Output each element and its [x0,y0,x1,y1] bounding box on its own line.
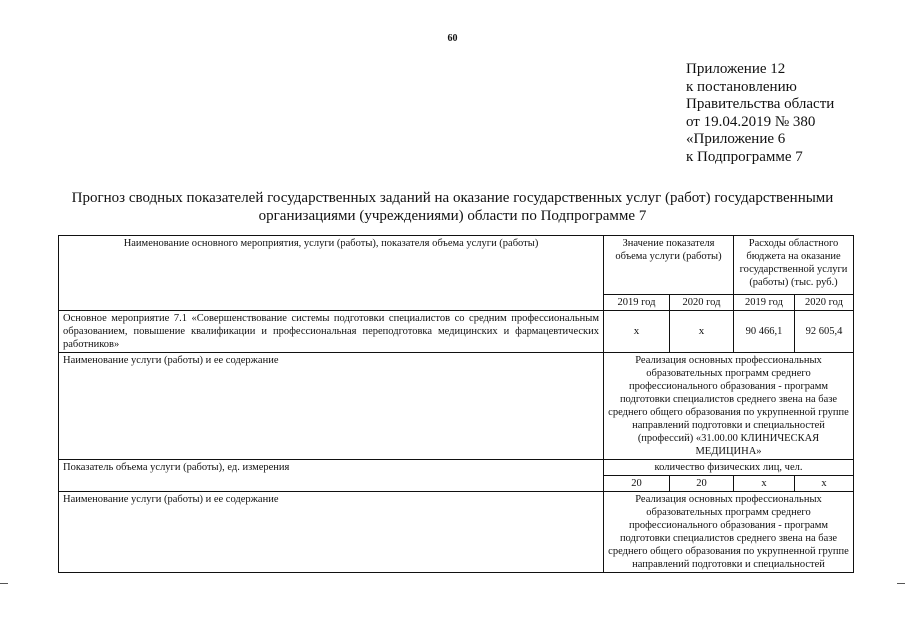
appendix-line: Приложение 12 [686,61,786,77]
measure-value: х [604,311,670,353]
page-number: 60 [447,33,458,44]
indicator-unit: количество физических лиц, чел. [604,460,854,476]
year-cell: 2020 год [795,295,854,311]
table-row-measure [59,311,854,353]
service-label: Наименование услуги (работы) и ее содержание [59,492,604,573]
year-cell: 2019 год [604,295,670,311]
table-row-indicator-unit [59,460,854,476]
appendix-line: к постановлению [686,78,797,95]
indicator-label: Показатель объема услуги (работы), ед. измерения [59,460,604,492]
appendix-block [686,61,834,166]
header-budget-column: Расходы областного бюджета на оказание государственной услуги (работы) (тыс. руб.) [734,236,854,295]
service-label: Наименование услуги (работы) и ее содержание [59,353,604,460]
document-title: Прогноз сводных показателей государственных заданий на оказание государственных услуг (работ) государственными организациями (учреждениями) области по Подпрограмме 7 [71,190,834,224]
scan-edge-mark [897,583,905,584]
table-row-service [59,353,854,460]
indicator-value: х [795,476,854,492]
header-volume-column: Значение показателя объема услуги (работы) [604,236,734,295]
appendix-line: от 19.04.2019 № 380 [686,113,816,130]
header-name-column: Наименование основного мероприятия, услуги (работы), показателя объема услуги (работы) [59,236,604,311]
table-row-service [59,492,854,573]
measure-value: 90 466,1 [734,311,795,353]
scan-edge-mark [0,583,8,584]
year-cell: 2019 год [734,295,795,311]
service-content: Реализация основных профессиональных образовательных программ среднего профессионального образования - программ подготовки специалистов среднего звена на базе среднего общего образования по укрупненной группе направлений подготовки и специальностей (профессий) «31.00.00 КЛИНИЧЕСКАЯ МЕДИЦИНА» [604,353,854,460]
measure-label: Основное мероприятие 7.1 «Совершенствование системы подготовки специалистов со средним профессиональным образованием, повышение квалификации и профессиональная переподготовка медицинских и фармацевтических работников» [59,311,604,353]
indicator-value: 20 [604,476,670,492]
service-content: Реализация основных профессиональных образовательных программ среднего профессионального образования - программ подготовки специалистов среднего звена на базе среднего общего образования по укрупненной группе направлений подготовки и специальностей [604,492,854,573]
indicator-value: х [734,476,795,492]
year-cell: 2020 год [670,295,734,311]
appendix-line: Правительства области [686,96,835,112]
appendix-line: «Приложение 6 [686,131,786,147]
forecast-table [58,235,854,573]
appendix-line: к Подпрограмме 7 [686,148,803,165]
measure-value: 92 605,4 [795,311,854,353]
table-header-row [59,236,854,295]
measure-value: х [670,311,734,353]
indicator-value: 20 [670,476,734,492]
